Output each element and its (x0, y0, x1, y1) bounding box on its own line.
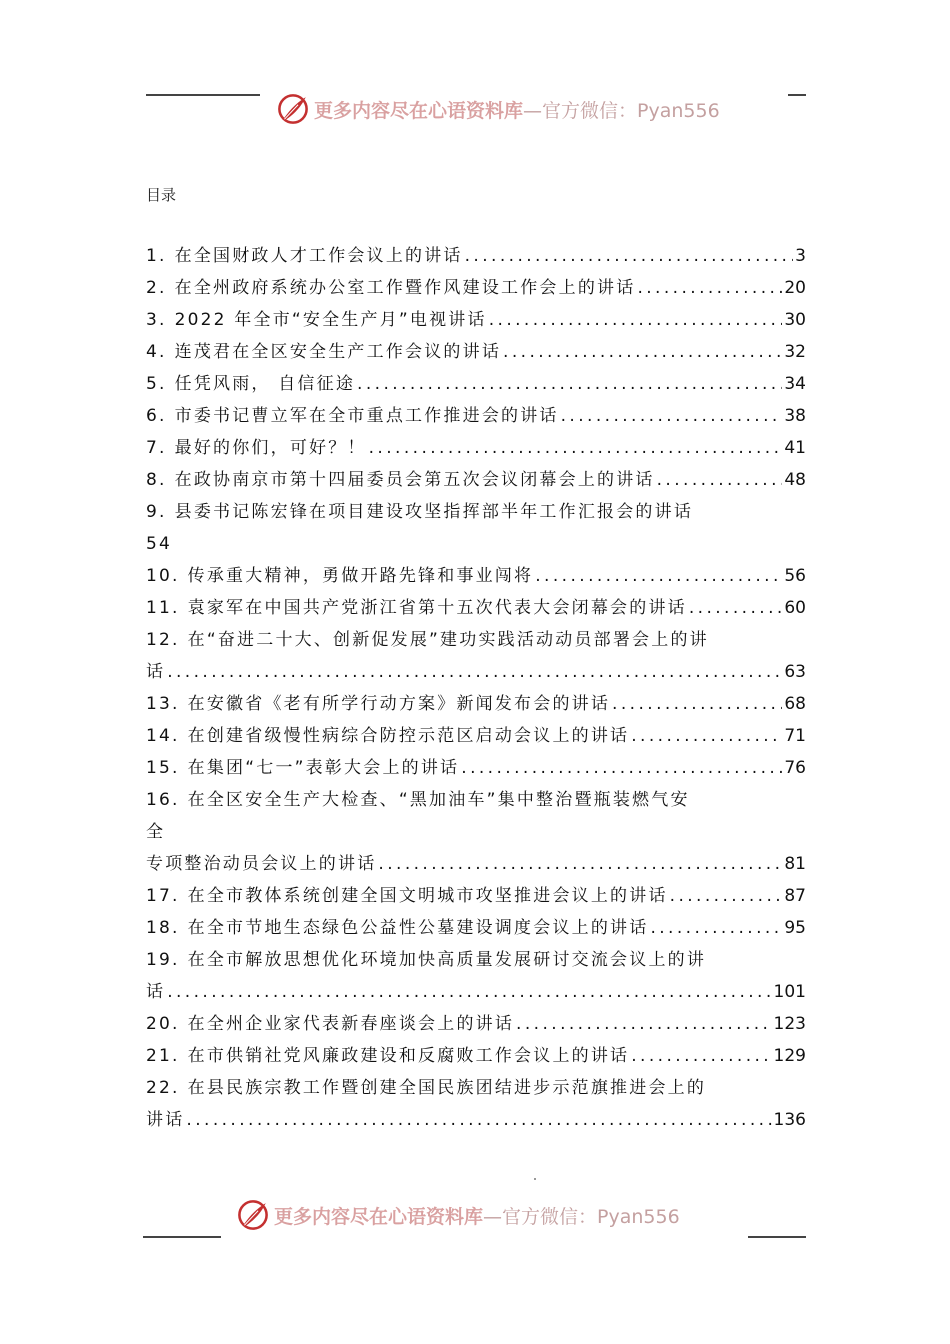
toc-leader-dots (631, 1040, 771, 1072)
toc-entry-title (146, 656, 165, 688)
toc-entry-line (146, 272, 806, 304)
toc-page-number: 48 (784, 470, 806, 490)
toc-page-number: 123 (773, 1014, 806, 1034)
toc-entry-title (146, 912, 648, 944)
banner-brand-text: 更多内容尽在心语资料库 (314, 99, 524, 122)
toc-entry-title (146, 688, 610, 720)
toc-entry-line (146, 944, 806, 976)
toc-entry-line (146, 656, 806, 688)
toc-entry[interactable] (146, 880, 806, 912)
toc-entry-number: 1. (146, 246, 167, 266)
toc-page-number: 32 (784, 342, 806, 362)
toc-entry-text: 在全州企业家代表新春座谈会上的讲话 (187, 1014, 515, 1034)
toc-entry-text: 话 (146, 662, 166, 682)
toc-entry-title (146, 336, 501, 368)
toc-entry-number: 19. (146, 950, 180, 970)
toc-entry-line (146, 368, 806, 400)
toc-entry-number: 17. (146, 886, 180, 906)
toc-page-number: 60 (784, 598, 806, 618)
toc-leader-dots (357, 368, 782, 400)
table-of-contents (146, 240, 806, 1136)
toc-leader-dots (670, 880, 783, 912)
toc-page-number: 20 (784, 278, 806, 298)
page-speck (534, 1178, 536, 1180)
toc-entry-text: 2022 年全市“安全生产月”电视讲话 (174, 310, 487, 330)
toc-entry-number: 13. (146, 694, 180, 714)
toc-page-number: 63 (784, 662, 806, 682)
toc-page-number: 3 (795, 246, 806, 266)
toc-entry-text: 在“奋进二十大、创新促发展”建功实践活动动员部署会上的讲 (187, 630, 709, 650)
toc-entry-title (146, 976, 165, 1008)
toc-entry-title (146, 464, 655, 496)
toc-heading: 目录 (146, 186, 177, 204)
toc-entry-line (146, 1040, 806, 1072)
toc-entry-text: 在市供销社党风廉政建设和反腐败工作会议上的讲话 (187, 1046, 630, 1066)
toc-entry-title (146, 560, 533, 592)
toc-entry-text: 专项整治动员会议上的讲话 (146, 854, 377, 874)
toc-leader-dots (167, 656, 782, 688)
toc-entry-title (146, 496, 693, 528)
toc-entry-text: 在全州政府系统办公室工作暨作风建设工作会上的讲话 (174, 278, 636, 298)
toc-entry[interactable] (146, 368, 806, 400)
toc-entry-text: 传承重大精神，勇做开路先锋和事业闯将 (187, 566, 534, 586)
toc-entry[interactable] (146, 272, 806, 304)
toc-entry[interactable] (146, 304, 806, 336)
toc-entry[interactable] (146, 1008, 806, 1040)
toc-entry-line (146, 560, 806, 592)
quill-logo-icon (276, 92, 310, 126)
toc-leader-dots (503, 336, 782, 368)
toc-entry-text: 在全国财政人才工作会议上的讲话 (174, 246, 463, 266)
toc-entry[interactable] (146, 464, 806, 496)
toc-entry-line (146, 496, 806, 528)
toc-page-number: 136 (773, 1110, 806, 1130)
toc-entry-text: 连茂君在全区安全生产工作会议的讲话 (174, 342, 502, 362)
toc-entry-title (146, 624, 709, 656)
toc-page-number: 81 (784, 854, 806, 874)
toc-entry-text: 在县民族宗教工作暨创建全国民族团结进步示范旗推进会上的 (187, 1078, 707, 1098)
toc-leader-dots (465, 240, 794, 272)
toc-entry-text: 在集团“七一”表彰大会上的讲话 (187, 758, 460, 778)
toc-entry-title (146, 752, 459, 784)
toc-list (146, 240, 806, 1136)
toc-entry[interactable] (146, 400, 806, 432)
toc-entry-line (146, 912, 806, 944)
toc-entry-text: 在全市教体系统创建全国文明城市攻坚推进会议上的讲话 (187, 886, 668, 906)
toc-entry-title (146, 784, 690, 816)
toc-entry-line (146, 304, 806, 336)
toc-leader-dots (631, 720, 782, 752)
footer-banner (236, 1198, 680, 1232)
toc-page-number: 34 (784, 374, 806, 394)
toc-entry-number: 12. (146, 630, 180, 650)
toc-page-number: 30 (784, 310, 806, 330)
toc-entry-title (146, 880, 668, 912)
toc-leader-dots (516, 1008, 772, 1040)
header-rule-left (146, 94, 260, 96)
toc-entry[interactable] (146, 560, 806, 592)
toc-entry-number: 18. (146, 918, 180, 938)
toc-entry-text: 在政协南京市第十四届委员会第五次会议闭幕会上的讲话 (174, 470, 655, 490)
toc-entry-line (146, 976, 806, 1008)
toc-entry[interactable] (146, 944, 806, 1008)
toc-page-number: 101 (773, 982, 806, 1002)
toc-entry-number: 8. (146, 470, 167, 490)
toc-entry-number: 10. (146, 566, 180, 586)
toc-entry-line (146, 688, 806, 720)
header-banner (276, 92, 720, 126)
toc-leader-dots (378, 848, 782, 880)
toc-entry[interactable] (146, 1040, 806, 1072)
toc-entry[interactable] (146, 496, 806, 560)
toc-entry-line (146, 752, 806, 784)
toc-entry-line (146, 432, 806, 464)
toc-entry[interactable] (146, 720, 806, 752)
toc-leader-dots (612, 688, 782, 720)
toc-entry-number: 14. (146, 726, 180, 746)
toc-leader-dots (561, 400, 783, 432)
toc-entry-title (146, 368, 355, 400)
toc-leader-dots (369, 432, 783, 464)
toc-entry-number: 9. (146, 502, 167, 522)
toc-entry-number: 3. (146, 310, 167, 330)
toc-page-number: 68 (784, 694, 806, 714)
toc-entry-line (146, 816, 806, 848)
toc-entry-text: 在全市解放思想优化环境加快高质量发展研讨交流会议上的讲 (187, 950, 707, 970)
toc-entry-text: 最好的你们，可好？！ (174, 438, 367, 458)
toc-entry-line (146, 720, 806, 752)
toc-entry-title (146, 1008, 514, 1040)
toc-entry-title (146, 1072, 706, 1104)
toc-entry-line (146, 400, 806, 432)
toc-entry-number: 7. (146, 438, 167, 458)
toc-entry-title (146, 592, 687, 624)
toc-entry-number: 16. (146, 790, 180, 810)
toc-entry-title (146, 272, 635, 304)
toc-entry-number: 4. (146, 342, 167, 362)
toc-entry-title (146, 304, 487, 336)
toc-entry[interactable] (146, 432, 806, 464)
toc-entry-number: 2. (146, 278, 167, 298)
toc-entry-title (146, 240, 463, 272)
toc-entry[interactable] (146, 624, 806, 688)
toc-entry-title (146, 720, 629, 752)
toc-entry-text: 任凭风雨， 自信征途 (174, 374, 356, 394)
toc-page-number: 95 (784, 918, 806, 938)
toc-entry-line (146, 592, 806, 624)
toc-entry[interactable] (146, 752, 806, 784)
toc-entry-title (146, 432, 367, 464)
toc-leader-dots (650, 912, 782, 944)
toc-entry-line (146, 784, 806, 816)
toc-entry-text: 在全市节地生态绿色公益性公墓建设调度会议上的讲话 (187, 918, 649, 938)
toc-entry-text: 在安徽省《老有所学行动方案》新闻发布会的讲话 (187, 694, 611, 714)
toc-entry[interactable] (146, 688, 806, 720)
toc-entry-number: 21. (146, 1046, 180, 1066)
toc-entry-number: 5. (146, 374, 167, 394)
toc-entry-line (146, 880, 806, 912)
toc-entry-line (146, 624, 806, 656)
toc-entry-number: 6. (146, 406, 167, 426)
toc-entry-line (146, 336, 806, 368)
toc-entry-text: 讲话 (146, 1110, 185, 1130)
banner-contact-text: —官方微信：Pyan556 (523, 99, 720, 122)
toc-entry-line (146, 1104, 806, 1136)
toc-entry-text: 54 (146, 534, 173, 554)
banner-brand-text: 更多内容尽在心语资料库 (274, 1205, 484, 1228)
toc-leader-dots (167, 976, 771, 1008)
toc-entry-number: 22. (146, 1078, 180, 1098)
toc-entry[interactable] (146, 784, 806, 880)
toc-entry[interactable] (146, 240, 806, 272)
toc-entry-line (146, 1072, 806, 1104)
toc-entry-number: 11. (146, 598, 180, 618)
toc-entry-text: 话 (146, 982, 166, 1002)
toc-entry-title (146, 400, 559, 432)
toc-entry-title (146, 848, 376, 880)
toc-entry-line (146, 848, 806, 880)
footer-rule-right (748, 1236, 806, 1238)
toc-entry-number: 15. (146, 758, 180, 778)
toc-entry-title (146, 1104, 184, 1136)
toc-page-number: 71 (784, 726, 806, 746)
toc-entry-title (146, 1040, 629, 1072)
toc-entry-line (146, 1008, 806, 1040)
header-rule-right (788, 94, 806, 96)
toc-leader-dots (657, 464, 783, 496)
toc-page-number: 41 (784, 438, 806, 458)
toc-entry-title (146, 528, 172, 560)
toc-entry[interactable] (146, 592, 806, 624)
toc-leader-dots (637, 272, 782, 304)
toc-entry-title (146, 816, 165, 848)
banner-contact-text: —官方微信：Pyan556 (483, 1205, 680, 1228)
toc-leader-dots (535, 560, 782, 592)
footer-rule-left (143, 1236, 221, 1238)
toc-entry-line (146, 528, 806, 560)
toc-page-number: 129 (773, 1046, 806, 1066)
toc-entry[interactable] (146, 336, 806, 368)
toc-entry-text: 在创建省级慢性病综合防控示范区启动会议上的讲话 (187, 726, 630, 746)
toc-entry-text: 在全区安全生产大检查、“黑加油车”集中整治暨瓶装燃气安 (187, 790, 690, 810)
toc-entry-text: 市委书记曹立军在全市重点工作推进会的讲话 (174, 406, 559, 426)
toc-leader-dots (489, 304, 783, 336)
toc-entry-text: 县委书记陈宏锋在项目建设攻坚指挥部半年工作汇报会的讲话 (174, 502, 694, 522)
toc-page-number: 76 (784, 758, 806, 778)
toc-page-number: 38 (784, 406, 806, 426)
toc-leader-dots (186, 1104, 771, 1136)
toc-entry-line (146, 464, 806, 496)
toc-leader-dots (689, 592, 783, 624)
toc-page-number: 87 (784, 886, 806, 906)
toc-entry-text: 全 (146, 822, 166, 842)
toc-leader-dots (461, 752, 782, 784)
quill-logo-icon (236, 1198, 270, 1232)
toc-entry-line (146, 240, 806, 272)
toc-page-number: 56 (784, 566, 806, 586)
toc-entry-text: 袁家军在中国共产党浙江省第十五次代表大会闭幕会的讲话 (187, 598, 687, 618)
toc-entry-title (146, 944, 706, 976)
toc-entry[interactable] (146, 912, 806, 944)
toc-entry-number: 20. (146, 1014, 180, 1034)
toc-entry[interactable] (146, 1072, 806, 1136)
